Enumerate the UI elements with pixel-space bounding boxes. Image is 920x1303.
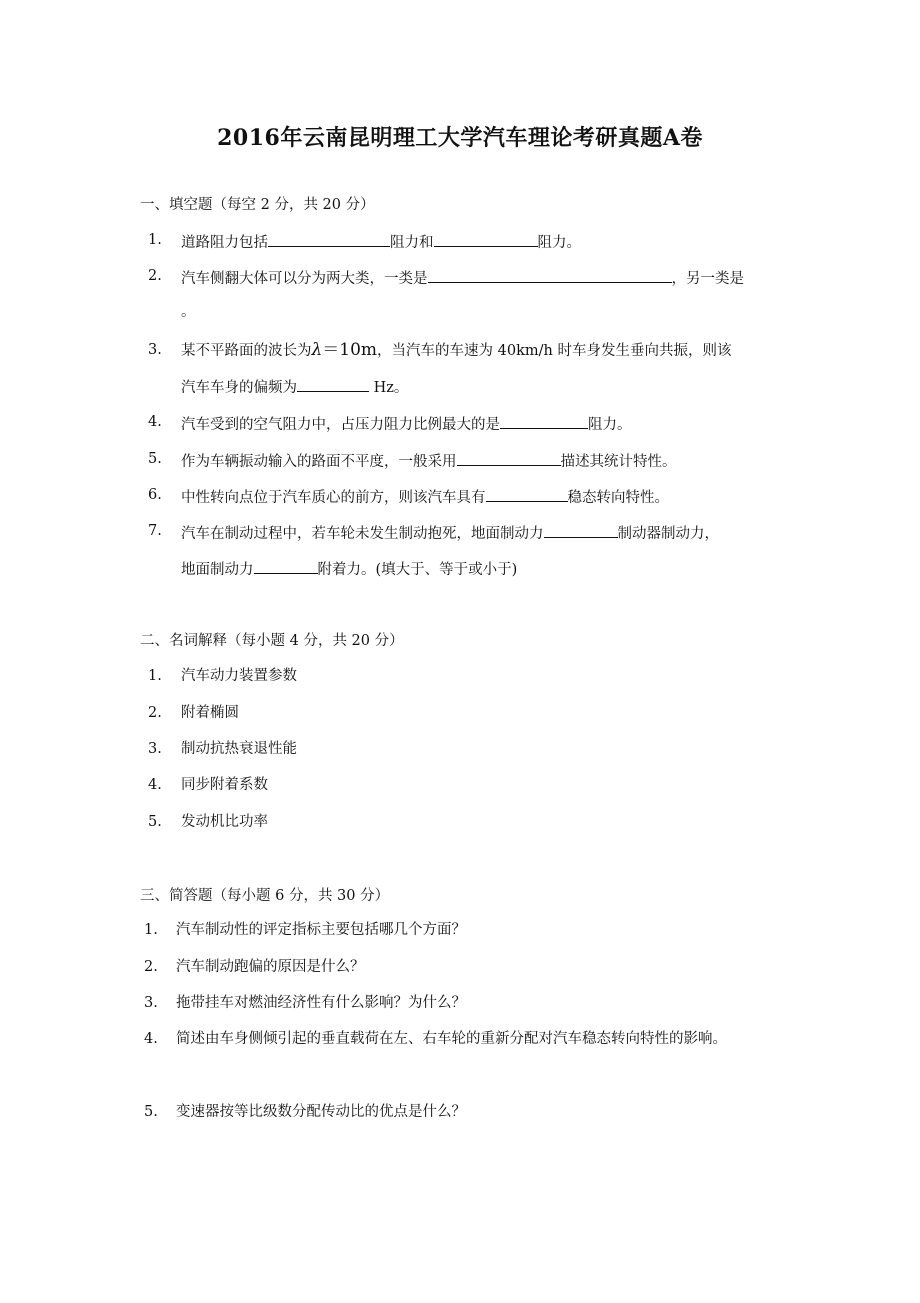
q2-text-cont: 。 — [181, 304, 196, 320]
q2-text — [181, 266, 744, 289]
q3-part-b: ，当汽车的车速为 40km/h 时车身发生垂向共振，则该 — [377, 343, 732, 359]
q5-text — [181, 449, 677, 472]
q1-blank-1[interactable] — [268, 230, 390, 247]
q3-blank-1[interactable] — [297, 375, 369, 392]
q4-text — [181, 412, 632, 435]
q2-part-a: 汽车侧翻大体可以分为两大类，一类是 — [181, 271, 428, 287]
short-answer-3-number: 3. — [144, 995, 158, 1011]
q7-text — [181, 521, 719, 544]
short-answer-5-number: 5. — [144, 1104, 158, 1120]
q7-blank-1[interactable] — [544, 521, 618, 538]
q3-text — [181, 340, 731, 361]
q1-text — [181, 230, 581, 253]
term-3-number: 3. — [148, 741, 162, 757]
term-5-text: 发动机比功率 — [181, 814, 268, 830]
section-1-heading: 一、填空题（每空 2 分，共 20 分） — [140, 197, 375, 213]
q2-blank-1[interactable] — [428, 266, 672, 283]
q5-blank-1[interactable] — [457, 449, 561, 466]
term-4-number: 4. — [148, 777, 162, 793]
q5-part-a: 作为车辆振动输入的路面不平度，一般采用 — [181, 454, 457, 470]
q7-number: 7. — [148, 523, 162, 539]
q7-part-a: 汽车在制动过程中，若车轮未发生制动抱死，地面制动力 — [181, 526, 544, 542]
q3-part-c: 汽车车身的偏频为 — [181, 380, 297, 396]
short-answer-3-text: 拖带挂车对燃油经济性有什么影响？为什么？ — [176, 995, 466, 1011]
q3-text-cont — [181, 375, 408, 398]
q4-number: 4. — [148, 414, 162, 430]
short-answer-1-number: 1. — [144, 922, 158, 938]
short-answer-2-number: 2. — [144, 959, 158, 975]
q5-number: 5. — [148, 451, 162, 467]
q3-part-a: 某不平路面的波长为 — [181, 343, 312, 359]
short-answer-5-text: 变速器按等比级数分配传动比的优点是什么？ — [176, 1104, 466, 1120]
q7-blank-2[interactable] — [254, 557, 318, 574]
term-5-number: 5. — [148, 814, 162, 830]
wavelength-value: ＝10m — [322, 340, 378, 360]
short-answer-2-text: 汽车制动跑偏的原因是什么？ — [176, 959, 365, 975]
q6-blank-1[interactable] — [486, 485, 568, 502]
section-3-heading: 三、简答题（每小题 6 分，共 30 分） — [140, 888, 390, 904]
q3-part-d: Hz。 — [373, 380, 409, 396]
q7-part-d: 附着力。(填大于、等于或小于) — [317, 562, 518, 578]
q6-part-a: 中性转向点位于汽车质心的前方，则该汽车具有 — [181, 490, 486, 506]
q1-number: 1. — [148, 232, 162, 248]
term-2-number: 2. — [148, 705, 162, 721]
q4-part-b: 阻力。 — [588, 417, 632, 433]
q6-number: 6. — [148, 487, 162, 503]
q6-text — [181, 485, 669, 508]
q7-part-c: 地面制动力 — [181, 562, 254, 578]
q1-part-c: 阻力。 — [537, 235, 581, 251]
short-answer-4-text: 简述由车身侧倾引起的垂直载荷在左、右车轮的重新分配对汽车稳态转向特性的影响。 — [176, 1031, 727, 1047]
q5-part-b: 描述其统计特性。 — [560, 454, 677, 470]
section-2-heading: 二、名词解释（每小题 4 分，共 20 分） — [140, 633, 404, 649]
q1-part-b: 阻力和 — [390, 235, 434, 251]
q1-blank-2[interactable] — [434, 230, 538, 247]
q2-number: 2. — [148, 268, 162, 284]
short-answer-4-number: 4. — [144, 1031, 158, 1047]
q1-part-a: 道路阻力包括 — [181, 235, 268, 251]
q7-text-cont — [181, 557, 517, 580]
term-1-number: 1. — [148, 668, 162, 684]
q7-part-b: 制动器制动力， — [617, 526, 719, 542]
q2-part-b: ，另一类是 — [671, 271, 744, 287]
term-2-text: 附着椭圆 — [181, 705, 239, 721]
q6-part-b: 稳态转向特性。 — [567, 490, 669, 506]
q3-number: 3. — [148, 342, 162, 358]
document-title: 2016年云南昆明理工大学汽车理论考研真题A卷 — [217, 125, 703, 151]
term-1-text: 汽车动力装置参数 — [181, 668, 297, 684]
term-3-text: 制动抗热衰退性能 — [181, 741, 297, 757]
term-4-text: 同步附着系数 — [181, 777, 268, 793]
q4-blank-1[interactable] — [500, 412, 588, 429]
short-answer-1-text: 汽车制动性的评定指标主要包括哪几个方面？ — [176, 922, 466, 938]
q4-part-a: 汽车受到的空气阻力中，占压力阻力比例最大的是 — [181, 417, 500, 433]
lambda-symbol: λ — [311, 340, 323, 360]
